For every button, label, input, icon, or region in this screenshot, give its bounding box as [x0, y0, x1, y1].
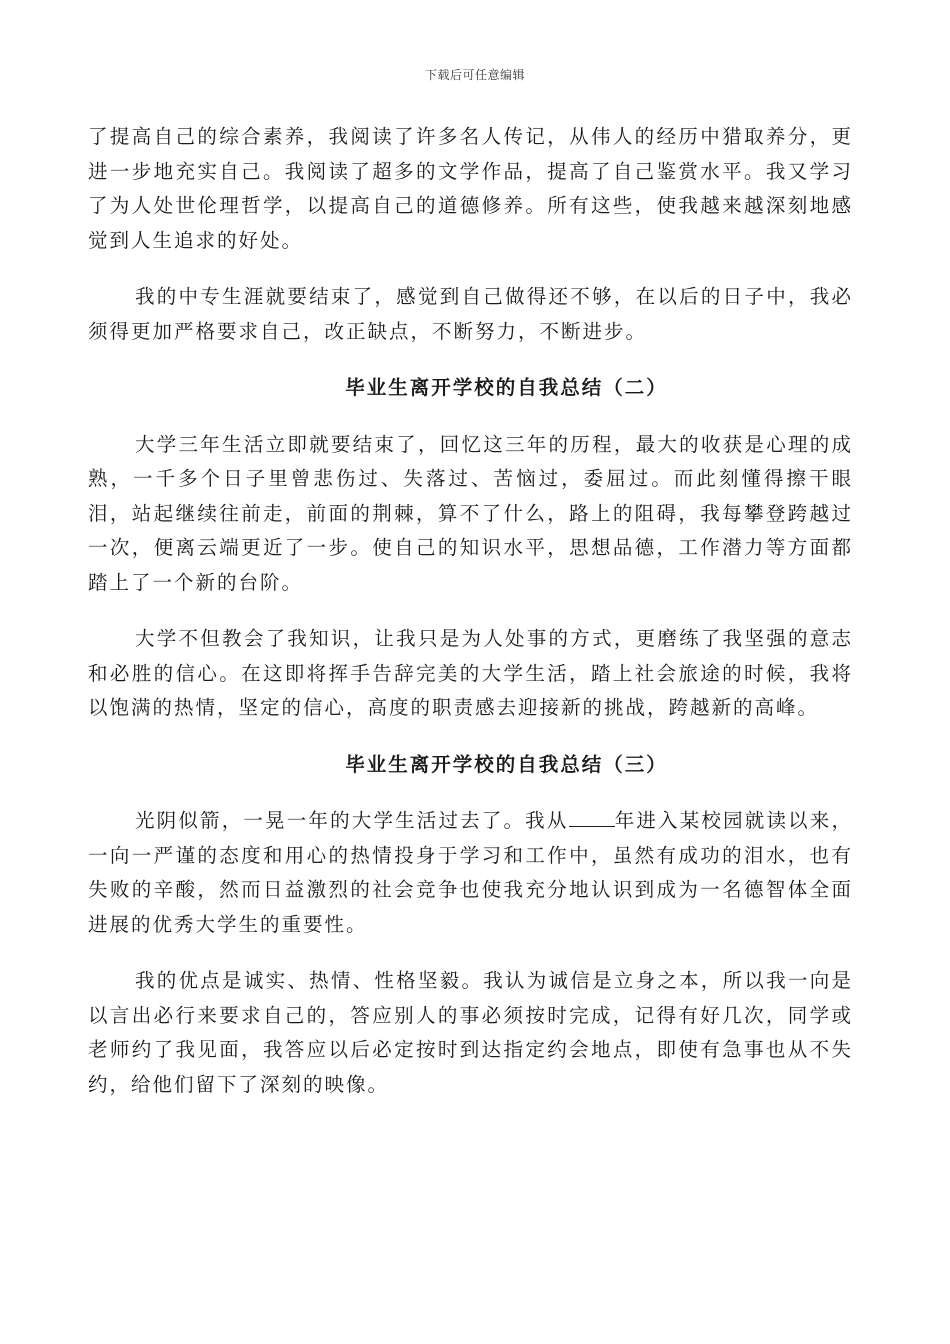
fill-in-blank [569, 806, 615, 827]
paragraph-with-blank [88, 804, 853, 942]
paragraph-continued: 了提高自己的综合素养，我阅读了许多名人传记，从伟人的经历中猎取养分，更进一步地充实自己。我阅读了超多的文学作品，提高了自己鉴赏水平。我又学习了为人处世伦理哲学，以提高自己的道德修养。所有这些，使我越来越深刻地感觉到人生追求的好处。 [88, 125, 853, 252]
section-heading-3: 毕业生离开学校的自我总结（三） [345, 752, 668, 776]
paragraph: 我的优点是诚实、热情、性格坚毅。我认为诚信是立身之本，所以我一向是以言出必行来要求自己的，答应别人的事必须按时完成，记得有好几次，同学或老师约了我见面，我答应以后必定按时到达指定约会地点，即使有急事也从不失约，给他们留下了深刻的映像。 [88, 969, 853, 1096]
paragraph-text-end: 年进入某校园就读以来，一向一严谨的态度和用心的热情投身于学习和工作中，虽然有成功的泪水，也有失败的辛酸，然而日益激烈的社会竞争也使我充分地认识到成为一名德智体全面进展的优秀大学生的重要性。 [88, 809, 853, 936]
paragraph: 大学不但教会了我知识，让我只是为人处事的方式，更磨练了我坚强的意志和必胜的信心。在这即将挥手告辞完美的大学生活，踏上社会旅途的时候，我将以饱满的热情，坚定的信心，高度的职责感去迎接新的挑战，跨越新的高峰。 [88, 627, 853, 719]
paragraph-text-start: 光阴似箭，一晃一年的大学生活过去了。我从 [135, 809, 569, 832]
page-header: 下载后可任意编辑 [424, 68, 525, 82]
document-body [88, 120, 853, 1102]
paragraph: 大学三年生活立即就要结束了，回忆这三年的历程，最大的收获是心理的成熟，一千多个日子里曾悲伤过、失落过、苦恼过，委屈过。而此刻懂得擦干眼泪，站起继续往前走，前面的荆棘，算不了什么，路上的阻碍，我每攀登跨越过一次，便离云端更近了一步。使自己的知识水平，思想品德，工作潜力等方面都踏上了一个新的台阶。 [88, 432, 853, 594]
paragraph: 我的中专生涯就要结束了，感觉到自己做得还不够，在以后的日子中，我必须得更加严格要求自己，改正缺点，不断努力，不断进步。 [88, 285, 853, 343]
section-heading-2: 毕业生离开学校的自我总结（二） [345, 376, 668, 399]
